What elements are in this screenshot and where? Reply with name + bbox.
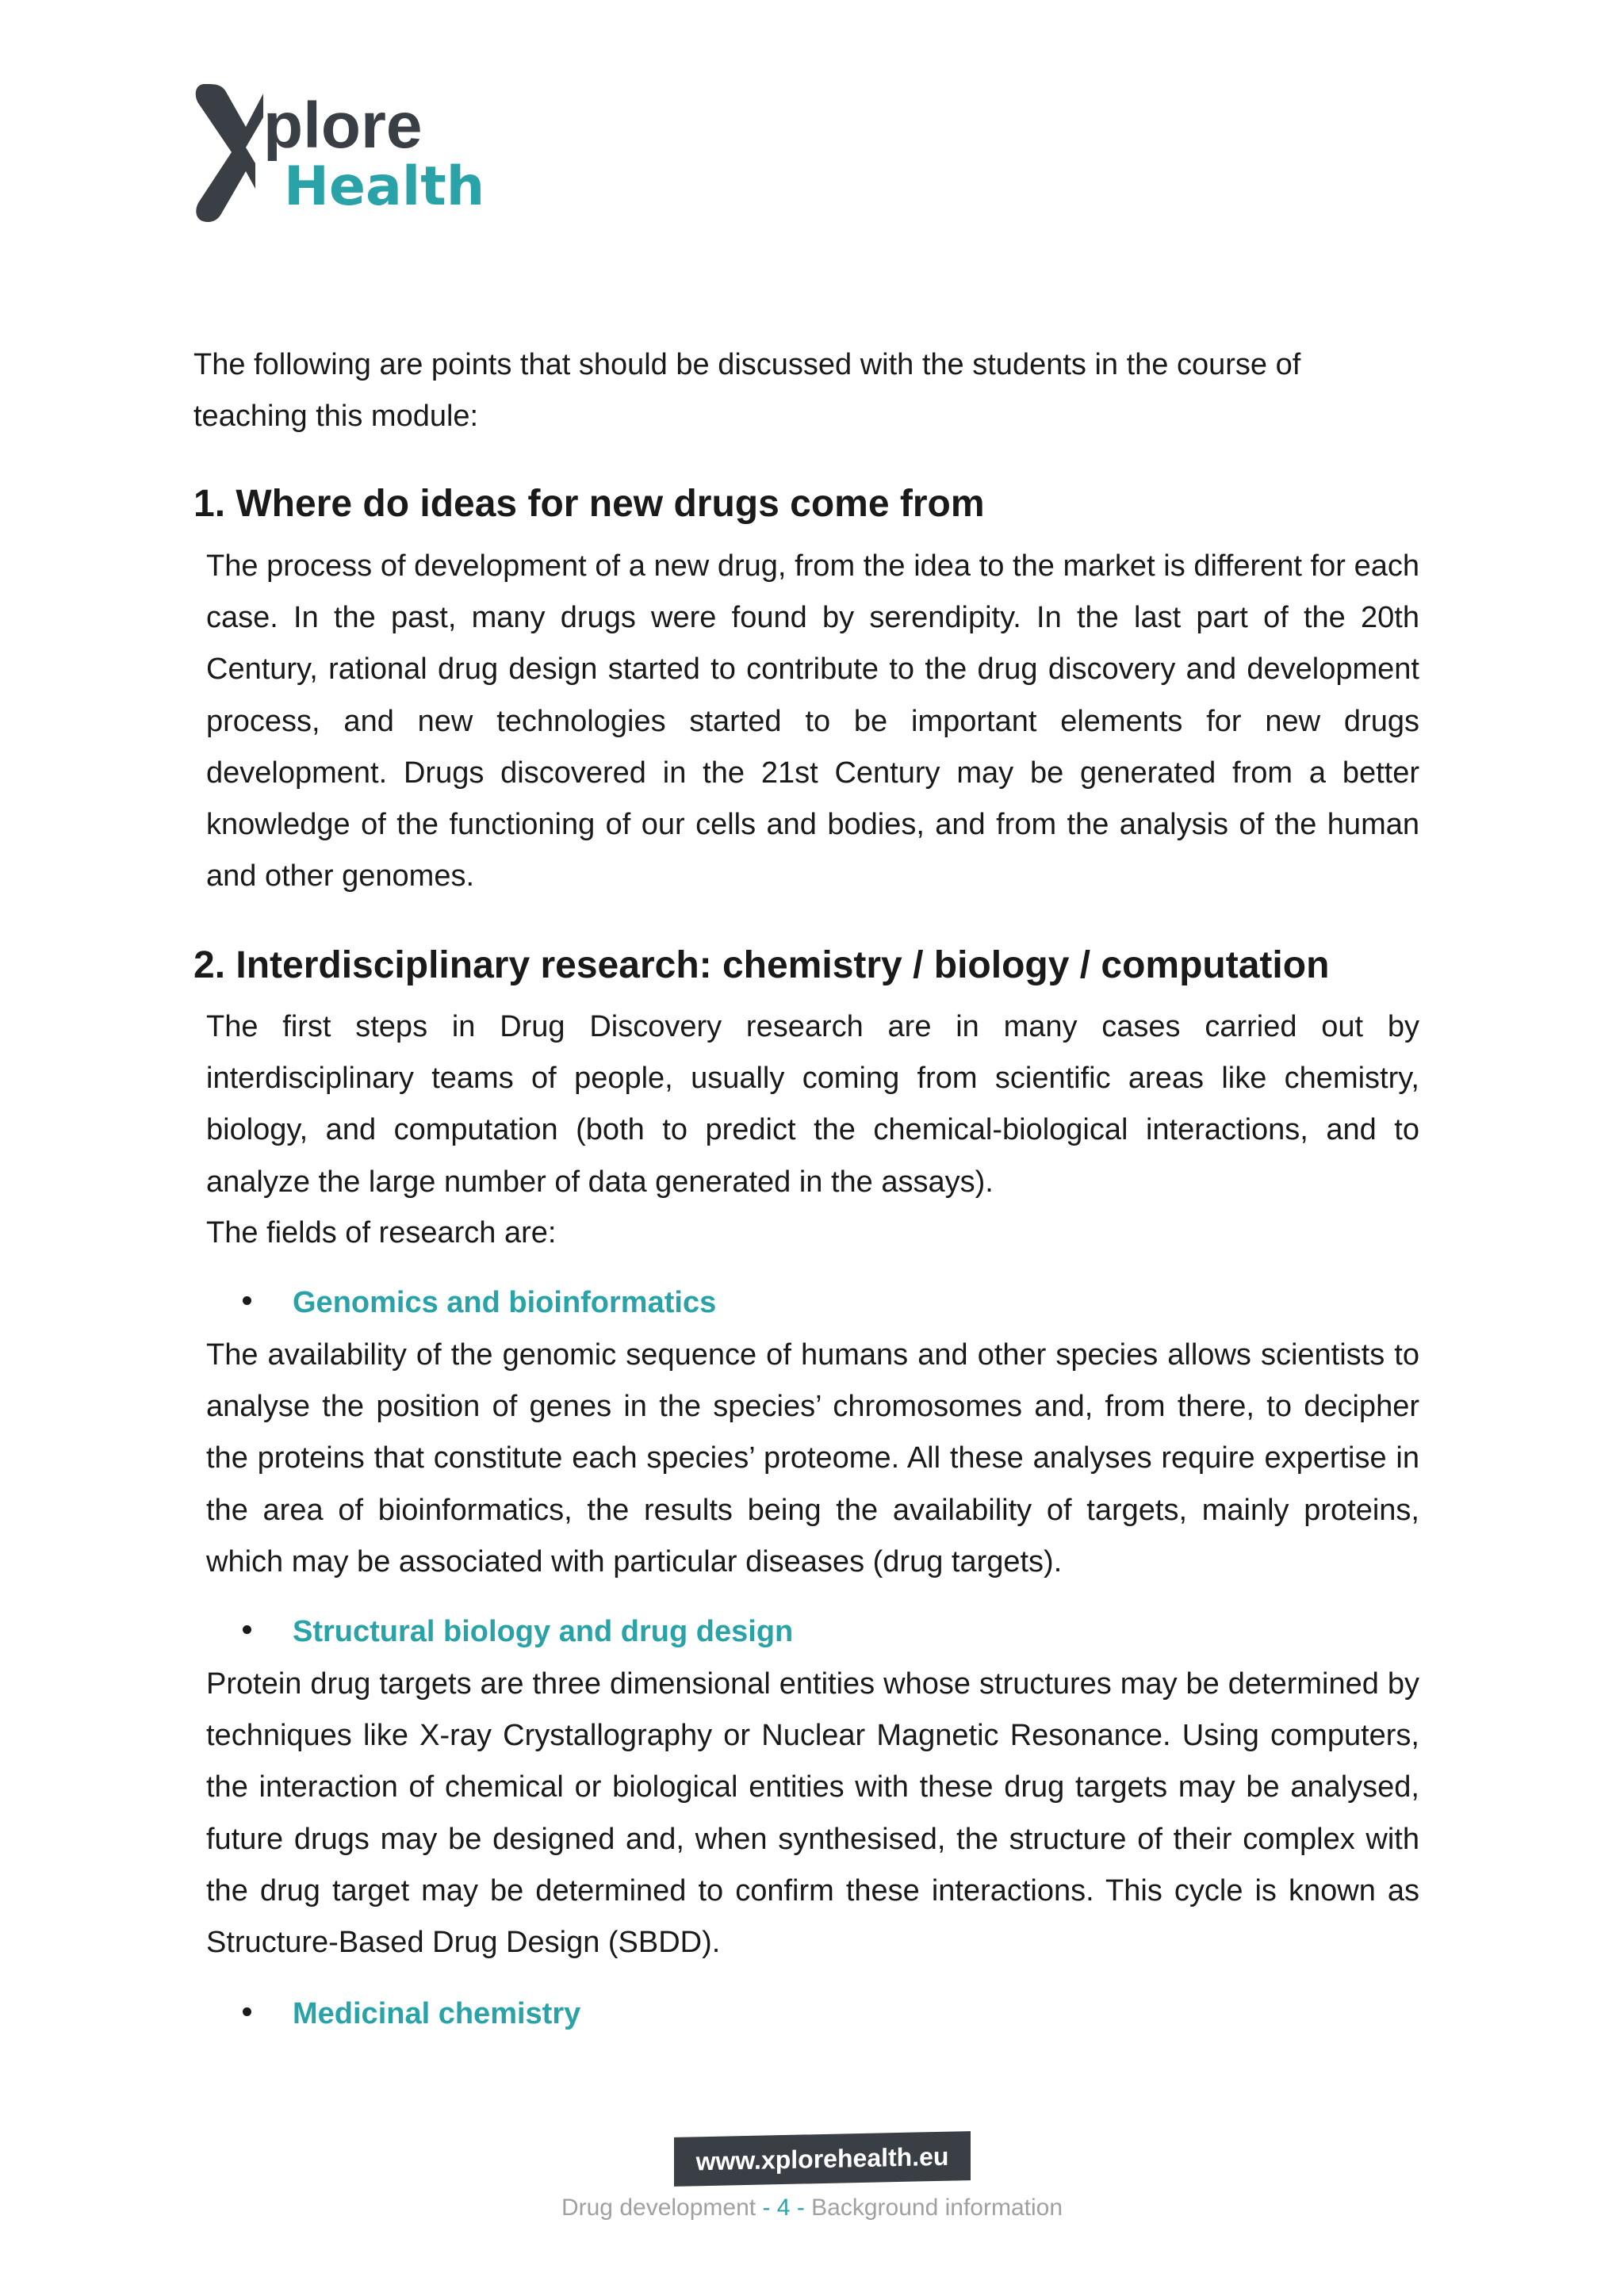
bullet-dot-icon [243, 2007, 251, 2016]
intro-paragraph: The following are points that should be discussed with the students in the course of teaching this module: [193, 348, 1301, 433]
bullet-structural-biology [243, 1608, 793, 1655]
footer-section: Background information [811, 2195, 1063, 2221]
bullet-title: Medicinal chemistry [293, 1997, 581, 2030]
bullet-title: Genomics and bioinformatics [293, 1286, 717, 1319]
bullet-dot-icon [243, 1625, 251, 1634]
footer-separator: - [756, 2195, 777, 2221]
fields-intro: The fields of research are: [206, 1216, 557, 1249]
bullet-genomics [243, 1279, 716, 1326]
page-footer [0, 2192, 1624, 2224]
section-1-heading: 1. Where do ideas for new drugs come from [193, 483, 985, 525]
logo-word-health: Health [284, 155, 485, 218]
bullet-title: Structural biology and drug design [293, 1615, 794, 1648]
website-link[interactable]: www.xplorehealth.eu [674, 2131, 971, 2187]
footer-doc-title: Drug development [561, 2195, 756, 2221]
bullet-dot-icon [243, 1296, 251, 1305]
footer-separator: - [790, 2195, 812, 2221]
xplore-health-logo [190, 76, 492, 227]
section-1-body: The process of development of a new drug, from the idea to the market is different for each case. In the past, many drugs were found by serendipity. In the last part of the 20th Century, rational drug design started to contribute to the drug discovery and development process, and new technologies started to be important elements for new drugs development. Drugs discovered in the 21st Century may be generated from a better knowledge of the functioning of our cells and bodies, and from the analysis of the human and other genomes. [206, 549, 1419, 894]
section-2-body: The first steps in Drug Discovery research are in many cases carried out by interdisciplinary teams of people, usually coming from scientific areas like chemistry, biology, and computation (both to predict the chemical-biological interactions, and to analyze the large number of data generated in the assays). [206, 1010, 1419, 1199]
genomics-body: The availability of the genomic sequence of humans and other species allows scientists to analyse the position of genes in the species’ chromosomes and, from there, to decipher the proteins that constitute each species’ proteome. All these analyses require expertise in the area of bioinformatics, the results being the availability of targets, mainly proteins, which may be associated with particular diseases (drug targets). [206, 1338, 1419, 1578]
logo-word-plore: plore [263, 90, 423, 162]
section-2-heading: 2. Interdisciplinary research: chemistry / biology / computation [193, 944, 1330, 986]
bullet-medicinal-chemistry [243, 1990, 580, 2038]
page-number: 4 [776, 2195, 791, 2221]
structural-biology-body: Protein drug targets are three dimensional entities whose structures may be determined by techniques like X-ray Crystallography or Nuclear Magnetic Resonance. Using computers, the interaction of chemical or biological entities with these drug targets may be analysed, future drugs may be designed and, when synthesised, the structure of their complex with the drug target may be determined to confirm these interactions. This cycle is known as Structure-Based Drug Design (SBDD). [206, 1667, 1419, 1960]
